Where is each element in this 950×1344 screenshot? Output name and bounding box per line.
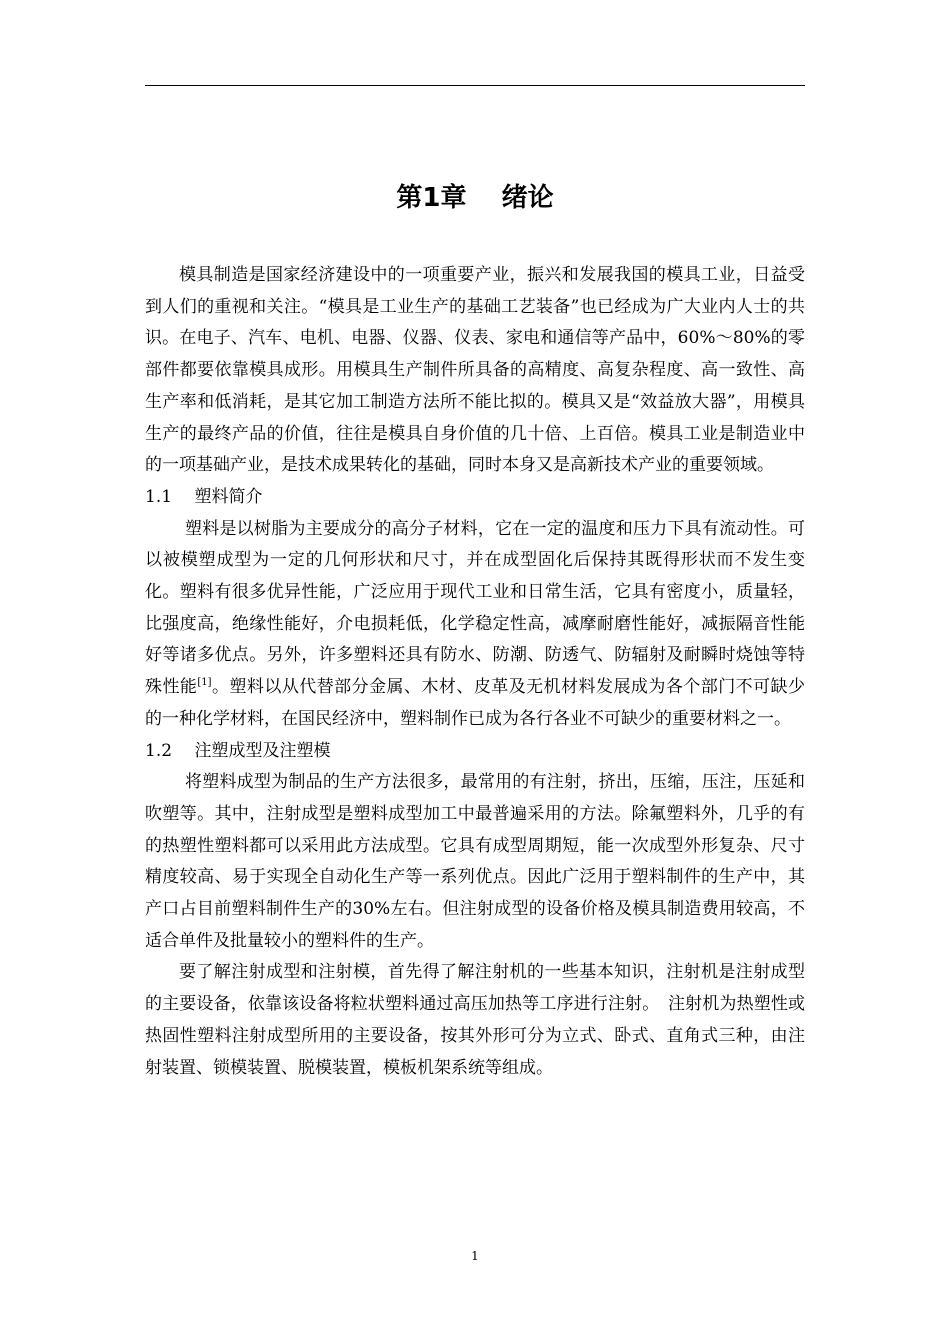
plastics-paragraph-text-after-ref: 。塑料以从代替部分金属、木材、皮革及无机材料发展成为各个部门不可缺少的一种化学材料，在国民经济中，塑料制作已成为各行各业不可缺少的重要材料之一。 xyxy=(145,677,806,729)
section-heading-1-1: 1.1 塑料简介 xyxy=(145,486,263,507)
injection-molding-paragraph: 将塑料成型为制品的生产方法很多，最常用的有注射，挤出，压缩，压注，压延和吹塑等。其中，注射成型是塑料成型加工中最普遍采用的方法。除氟塑料外，几乎的有的热塑性塑料都可以采用此方法成型。它具有成型周期短，能一次成型外形复杂、尺寸精度较高、易于实现全自动化生产等一系列优点。因此广泛用于塑料制件的生产中，其产口占目前塑料制件生产的30%左右。但注射成型的设备价格及模具制造费用较高，不适合单件及批量较小的塑料件的生产。 xyxy=(145,772,805,951)
intro-paragraph: 模具制造是国家经济建设中的一项重要产业，振兴和发展我国的模具工业，日益受到人们的重视和关注。“模具是工业生产的基础工艺装备”也已经成为广大业内人士的共识。在电子、汽车、电机、电器、仪器、仪表、家电和通信等产品中，60%～80%的零部件都要依靠模具成形。用模具生产制件所具备的高精度、高复杂程度、高一致性、高生产率和低消耗，是其它加工制造方法所不能比拟的。模具又是“效益放大器”，用模具生产的最终产品的价值，往往是模具自身价值的几十倍、上百倍。模具工业是制造业中的一项基础产业，是技术成果转化的基础，同时本身又是高新技术产业的重要领域。 xyxy=(145,265,805,476)
plastics-paragraph-text-before-ref: 塑料是以树脂为主要成分的高分子材料，它在一定的温度和压力下具有流动性。可以被模塑成型为一定的几何形状和尺寸，并在成型固化后保持其既得形状而不发生变化。塑料有很多优异性能，广泛应用于现代工业和日常生活，它具有密度小，质量轻，比强度高，绝缘性能好，介电损耗低，化学稳定性高，减摩耐磨性能好，减振隔音性能好等诸多优点。另外，许多塑料还具有防水、防潮、防透气、防辐射及耐瞬时烧蚀等特殊性能 xyxy=(145,518,805,698)
plastics-intro-paragraph xyxy=(145,514,805,736)
page-number: 1 xyxy=(471,1249,479,1263)
injection-machine-paragraph: 要了解注射成型和注射模，首先得了解注射机的一些基本知识，注射机是注射成型的主要设备，依靠该设备将粒状塑料通过高压加热等工序进行注射。 注射机为热塑性或热固性塑料注射成型所用的主要设备，按其外形可分为立式、卧式、直角式三种，由注射装置、锁模装置、脱模装置，模板机架系统等组成。 xyxy=(145,962,805,1078)
document-body xyxy=(145,260,805,1084)
chapter-title: 第1章 绪论 xyxy=(396,183,554,213)
header-rule xyxy=(145,85,805,86)
section-heading-1-2: 1.2 注塑成型及注塑模 xyxy=(145,740,331,761)
citation-ref-1: [1] xyxy=(197,677,212,689)
